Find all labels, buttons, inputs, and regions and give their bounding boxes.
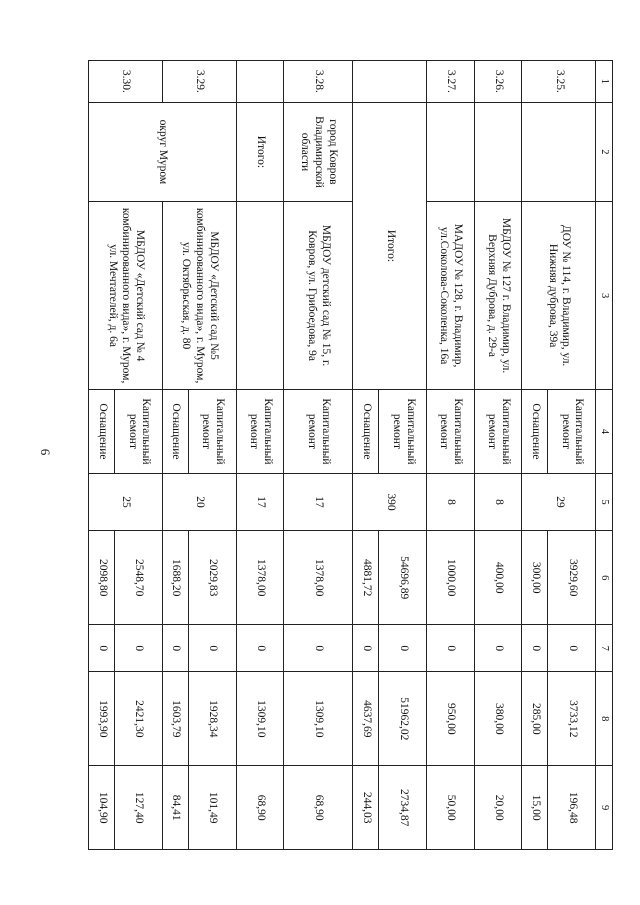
value-cell: 50,00 bbox=[427, 766, 475, 850]
value-cell: 1378,00 bbox=[236, 531, 284, 625]
value-cell: 1993,90 bbox=[89, 672, 115, 766]
row-number: 3.26. bbox=[474, 61, 522, 103]
work-type-cell: Оснащение bbox=[89, 390, 115, 474]
header-cell: 1 bbox=[596, 61, 613, 103]
value-cell: 0 bbox=[522, 625, 548, 672]
value-cell: 1928,34 bbox=[188, 672, 236, 766]
value-cell: 84,41 bbox=[162, 766, 188, 850]
value-cell: 300,00 bbox=[522, 531, 548, 625]
total-label: Итого: bbox=[353, 102, 427, 389]
value-cell: 4637,69 bbox=[353, 672, 379, 766]
row-number: 3.25. bbox=[522, 61, 596, 103]
table-row bbox=[379, 61, 427, 850]
count-cell: 17 bbox=[284, 473, 353, 530]
header-cell: 9 bbox=[596, 766, 613, 850]
header-cell: 3 bbox=[596, 202, 613, 390]
work-type-cell: Капитальный ремонт bbox=[548, 390, 596, 474]
table-row bbox=[188, 61, 236, 850]
region-cell: округ Муром bbox=[89, 102, 237, 201]
work-type-cell: Оснащение bbox=[522, 390, 548, 474]
count-cell: 17 bbox=[236, 473, 284, 530]
value-cell: 196,48 bbox=[548, 766, 596, 850]
data-table bbox=[88, 60, 613, 850]
count-cell: 8 bbox=[427, 473, 475, 530]
row-number: 3.28. bbox=[284, 61, 353, 103]
count-cell: 29 bbox=[522, 473, 596, 530]
table-container bbox=[88, 60, 613, 850]
value-cell: 15,00 bbox=[522, 766, 548, 850]
institution-cell: МБДОУ детский сад № 15, г. Ковров, ул. Грибоедова, 9а bbox=[284, 202, 353, 390]
value-cell: 1603,79 bbox=[162, 672, 188, 766]
value-cell: 2548,70 bbox=[115, 531, 163, 625]
header-cell: 2 bbox=[596, 102, 613, 201]
value-cell: 0 bbox=[284, 625, 353, 672]
work-type-cell: Капитальный ремонт bbox=[427, 390, 475, 474]
table-row bbox=[474, 61, 522, 850]
value-cell: 0 bbox=[427, 625, 475, 672]
value-cell: 1688,20 bbox=[162, 531, 188, 625]
value-cell: 950,00 bbox=[427, 672, 475, 766]
value-cell: 3929,60 bbox=[548, 531, 596, 625]
value-cell: 2029,83 bbox=[188, 531, 236, 625]
institution-cell: МАДОУ № 128, г. Владимир, ул.Соколова-Соколенка, 16а bbox=[427, 202, 475, 390]
value-cell: 400,00 bbox=[474, 531, 522, 625]
institution-cell: ДОУ № 114, г. Владимир, ул. Нижняя дуброва, 39а bbox=[522, 202, 596, 390]
value-cell: 104,90 bbox=[89, 766, 115, 850]
header-row bbox=[596, 61, 613, 850]
value-cell: 0 bbox=[236, 625, 284, 672]
header-cell: 8 bbox=[596, 672, 613, 766]
value-cell: 1000,00 bbox=[427, 531, 475, 625]
value-cell: 0 bbox=[115, 625, 163, 672]
institution-cell: МБДОУ «Детский сад №5 комбинированного вида», г. Муром, ул. Октябрьская, д. 80 bbox=[162, 202, 236, 390]
value-cell: 54696,89 bbox=[379, 531, 427, 625]
value-cell: 68,90 bbox=[236, 766, 284, 850]
value-cell: 1309,10 bbox=[236, 672, 284, 766]
work-type-cell: Капитальный ремонт bbox=[284, 390, 353, 474]
work-type-cell: Оснащение bbox=[162, 390, 188, 474]
value-cell: 0 bbox=[353, 625, 379, 672]
table-row bbox=[548, 61, 596, 850]
value-cell: 1378,00 bbox=[284, 531, 353, 625]
region-cell bbox=[474, 102, 522, 201]
row-number bbox=[236, 61, 284, 103]
count-cell: 20 bbox=[162, 473, 236, 530]
work-type-cell: Капитальный ремонт bbox=[474, 390, 522, 474]
value-cell: 285,00 bbox=[522, 672, 548, 766]
value-cell: 101,49 bbox=[188, 766, 236, 850]
table-row bbox=[236, 61, 284, 850]
work-type-cell: Оснащение bbox=[353, 390, 379, 474]
institution-cell: МБДОУ № 127 г. Владимир, ул. Верхняя Дуброва, д. 29-а bbox=[474, 202, 522, 390]
count-cell: 25 bbox=[89, 473, 163, 530]
value-cell: 4881,72 bbox=[353, 531, 379, 625]
value-cell: 68,90 bbox=[284, 766, 353, 850]
value-cell: 0 bbox=[474, 625, 522, 672]
value-cell: 3733,12 bbox=[548, 672, 596, 766]
count-cell: 390 bbox=[353, 473, 427, 530]
institution-cell bbox=[236, 202, 284, 390]
region-cell: город Ковров Владимирской области bbox=[284, 102, 353, 201]
value-cell: 2098,80 bbox=[89, 531, 115, 625]
row-number: 3.30. bbox=[89, 61, 163, 103]
total-label: Итого: bbox=[236, 102, 284, 201]
table-row bbox=[427, 61, 475, 850]
work-type-cell: Капитальный ремонт bbox=[115, 390, 163, 474]
value-cell: 2734,87 bbox=[379, 766, 427, 850]
rotated-table-area bbox=[88, 60, 613, 850]
value-cell: 0 bbox=[548, 625, 596, 672]
value-cell: 2421,30 bbox=[115, 672, 163, 766]
row-number: 3.29. bbox=[162, 61, 236, 103]
value-cell: 0 bbox=[188, 625, 236, 672]
value-cell: 380,00 bbox=[474, 672, 522, 766]
header-cell: 6 bbox=[596, 531, 613, 625]
value-cell: 20,00 bbox=[474, 766, 522, 850]
value-cell: 0 bbox=[379, 625, 427, 672]
row-number bbox=[353, 61, 427, 103]
institution-cell: МБДОУ «Детский сад № 4 комбинированного вида», г. Муром, ул. Мечтателей, д. 6а bbox=[89, 202, 163, 390]
value-cell: 0 bbox=[162, 625, 188, 672]
table-row bbox=[284, 61, 353, 850]
value-cell: 244,03 bbox=[353, 766, 379, 850]
work-type-cell: Капитальный ремонт bbox=[236, 390, 284, 474]
row-number: 3.27. bbox=[427, 61, 475, 103]
header-cell: 5 bbox=[596, 473, 613, 530]
header-cell: 7 bbox=[596, 625, 613, 672]
region-cell bbox=[522, 102, 596, 201]
work-type-cell: Капитальный ремонт bbox=[379, 390, 427, 474]
value-cell: 0 bbox=[89, 625, 115, 672]
page-number: 6 bbox=[38, 448, 53, 456]
value-cell: 51962,02 bbox=[379, 672, 427, 766]
value-cell: 1309,10 bbox=[284, 672, 353, 766]
region-cell bbox=[427, 102, 475, 201]
work-type-cell: Капитальный ремонт bbox=[188, 390, 236, 474]
value-cell: 127,40 bbox=[115, 766, 163, 850]
count-cell: 8 bbox=[474, 473, 522, 530]
header-cell: 4 bbox=[596, 390, 613, 474]
